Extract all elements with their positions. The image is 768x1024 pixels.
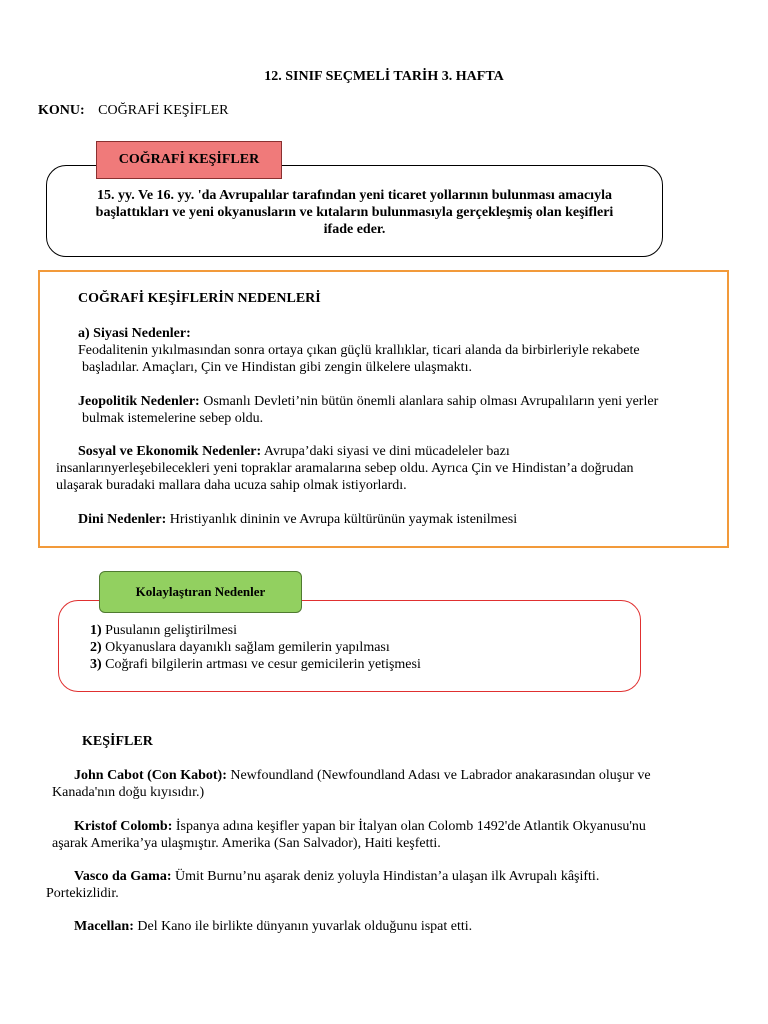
explorer-name: Vasco da Gama: (74, 869, 172, 884)
facilitating-item (90, 622, 237, 639)
socioeconomic-causes (78, 443, 510, 460)
discoveries-heading: KEŞİFLER (82, 734, 153, 749)
item-number: 2) (90, 640, 102, 655)
socioeconomic-causes-text: insanlarınyerleşebilecekleri yeni topraklar aramalarına sebep oldu. Ayrıca Çin ve Hindistan’a doğrudan (56, 461, 634, 476)
item-number: 3) (90, 657, 102, 672)
explorer-name: John Cabot (Con Kabot): (74, 768, 227, 783)
definition-line: ifade eder. (323, 222, 386, 237)
explorer-name: Macellan: (74, 919, 134, 934)
religious-causes (78, 511, 517, 528)
explorer-text: Ümit Burnu’nu aşarak deniz yoluyla Hindistan’a ulaşan ilk Avrupalı kâşifti. (171, 869, 600, 884)
socioeconomic-causes-title: Sosyal ve Ekonomik Nedenler: (78, 444, 262, 459)
explorer-text: Del Kano ile birlikte dünyanın yuvarlak olduğunu ispat etti. (133, 919, 473, 934)
facilitating-item (90, 656, 421, 673)
religious-causes-text: Hristiyanlık dininin ve Avrupa kültürünün yaymak istenilmesi (166, 512, 518, 527)
discovery-magellan (74, 918, 472, 935)
geopolitical-causes-text: Osmanlı Devleti’nin bütün önemli alanlara sahip olması Avrupalıların yeni yerler (199, 394, 659, 409)
item-text: Coğrafi bilgilerin artması ve cesur gemicilerin yetişmesi (101, 657, 421, 672)
discovery-columbus (74, 818, 646, 835)
item-number: 1) (90, 623, 102, 638)
discovery-cabot (74, 767, 651, 784)
definition-tag: COĞRAFİ KEŞİFLER (96, 141, 282, 179)
geopolitical-causes-title: Jeopolitik Nedenler: (78, 394, 200, 409)
facilitating-item (90, 639, 390, 656)
political-causes-text: başladılar. Amaçları, Çin ve Hindistan gibi zengin ülkelere ulaşmaktı. (82, 360, 472, 375)
geopolitical-causes-text: bulmak istemelerine sebep oldu. (82, 411, 264, 426)
facilitating-causes-tag: Kolaylaştıran Nedenler (99, 571, 302, 613)
explorer-text: Portekizlidir. (46, 886, 119, 901)
document-title: 12. SINIF SEÇMELİ TARİH 3. HAFTA (264, 69, 504, 84)
explorer-text: İspanya adına keşifler yapan bir İtalyan olan Colomb 1492'de Atlantik Okyanusu'nu (172, 819, 646, 834)
explorer-text: Newfoundland (Newfoundland Adası ve Labrador anakarasından oluşur ve (226, 768, 651, 783)
topic-label: KONU: (38, 103, 85, 118)
explorer-text: aşarak Amerika’ya ulaşmıştır. Amerika (San Salvador), Haiti keşfetti. (52, 836, 441, 851)
definition-line: 15. yy. Ve 16. yy. 'da Avrupalılar tarafından yeni ticaret yollarının bulunması amacıyla (97, 188, 612, 203)
topic-line (38, 103, 228, 119)
geopolitical-causes (78, 393, 658, 410)
socioeconomic-causes-text: Avrupa’daki siyasi ve dini mücadeleler bazı (261, 444, 510, 459)
topic-value: COĞRAFİ KEŞİFLER (98, 103, 229, 118)
explorer-text: Kanada'nın doğu kıyısıdır.) (52, 785, 205, 800)
political-causes-title: a) Siyasi Nedenler: (78, 326, 191, 341)
causes-heading: COĞRAFİ KEŞİFLERİN NEDENLERİ (78, 291, 321, 306)
item-text: Pusulanın geliştirilmesi (101, 623, 238, 638)
item-text: Okyanuslara dayanıklı sağlam gemilerin yapılması (101, 640, 390, 655)
socioeconomic-causes-text: ulaşarak buradaki mallara daha ucuza sahip olmak istiyorlardı. (56, 478, 407, 493)
definition-text (52, 187, 657, 238)
explorer-name: Kristof Colomb: (74, 819, 173, 834)
political-causes-text: Feodalitenin yıkılmasından sonra ortaya çıkan güçlü krallıklar, ticari alanda da birbirleriyle rekabete (78, 343, 640, 358)
religious-causes-title: Dini Nedenler: (78, 512, 167, 527)
definition-line: başlattıkları ve yeni okyanusların ve kıtaların bulunmasıyla gerçekleşmiş olan keşifleri (95, 205, 614, 220)
discovery-gama (74, 868, 599, 885)
